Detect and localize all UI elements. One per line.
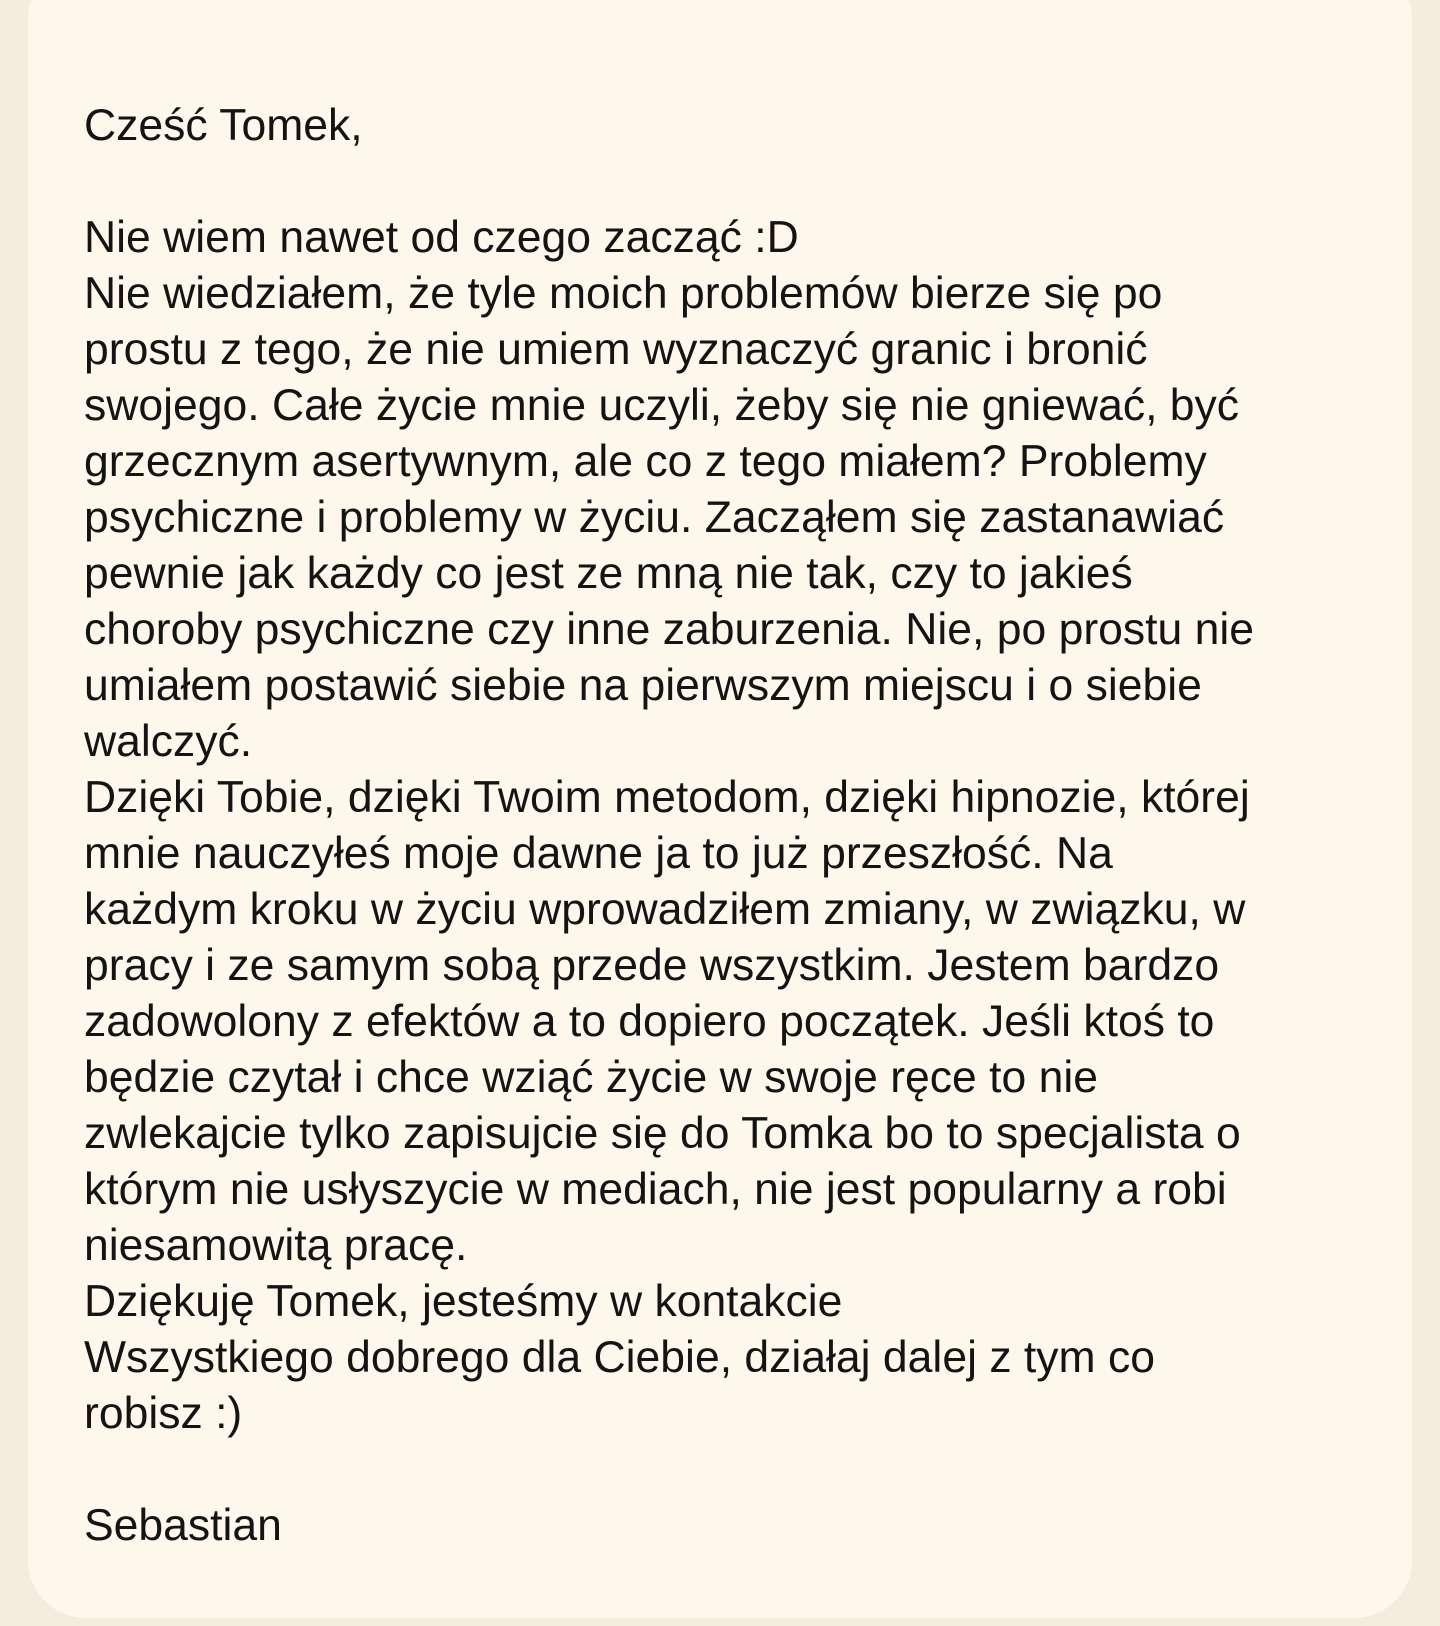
message-line: będzie czytał i chce wziąć życie w swoje ręce to nie (84, 1053, 1099, 1102)
blank-line (84, 1442, 1384, 1498)
message-line: Nie wiedziałem, że tyle moich problemów bierze się po (84, 269, 1163, 318)
signature-line: Sebastian (84, 1501, 282, 1550)
message-text (84, 98, 1384, 1554)
message-line: mnie nauczyłeś moje dawne ja to już przeszłość. Na (84, 829, 1113, 878)
message-line: prostu z tego, że nie umiem wyznaczyć granic i bronić (84, 325, 1148, 374)
message-line: pewnie jak każdy co jest ze mną nie tak, czy to jakieś (84, 549, 1133, 598)
message-line: którym nie usłyszycie w mediach, nie jest popularny a robi (84, 1165, 1227, 1214)
message-line: umiałem postawić siebie na pierwszym miejscu i o siebie (84, 661, 1202, 710)
message-line: swojego. Całe życie mnie uczyli, żeby się nie gniewać, być (84, 381, 1240, 430)
message-line: robisz :) (84, 1389, 243, 1438)
message-line: Dzięki Tobie, dzięki Twoim metodom, dzięki hipnozie, której (84, 773, 1250, 822)
greeting-line: Cześć Tomek, (84, 101, 363, 150)
message-line: pracy i ze samym sobą przede wszystkim. Jestem bardzo (84, 941, 1220, 990)
message-line: choroby psychiczne czy inne zaburzenia. Nie, po prostu nie (84, 605, 1254, 654)
message-line: Dziękuję Tomek, jesteśmy w kontakcie (84, 1277, 843, 1326)
message-line: każdym kroku w życiu wprowadziłem zmiany, w związku, w (84, 885, 1246, 934)
message-line: niesamowitą pracę. (84, 1221, 468, 1270)
message-line: zwlekajcie tylko zapisujcie się do Tomka bo to specjalista o (84, 1109, 1241, 1158)
message-line: walczyć. (84, 717, 253, 766)
message-line: Nie wiem nawet od czego zacząć :D (84, 213, 799, 262)
message-line: psychiczne i problemy w życiu. Zacząłem się zastanawiać (84, 493, 1225, 542)
message-line: grzecznym asertywnym, ale co z tego miałem? Problemy (84, 437, 1207, 486)
blank-line (84, 154, 1384, 210)
message-line: zadowolony z efektów a to dopiero początek. Jeśli ktoś to (84, 997, 1215, 1046)
message-line: Wszystkiego dobrego dla Ciebie, działaj dalej z tym co (84, 1333, 1155, 1382)
